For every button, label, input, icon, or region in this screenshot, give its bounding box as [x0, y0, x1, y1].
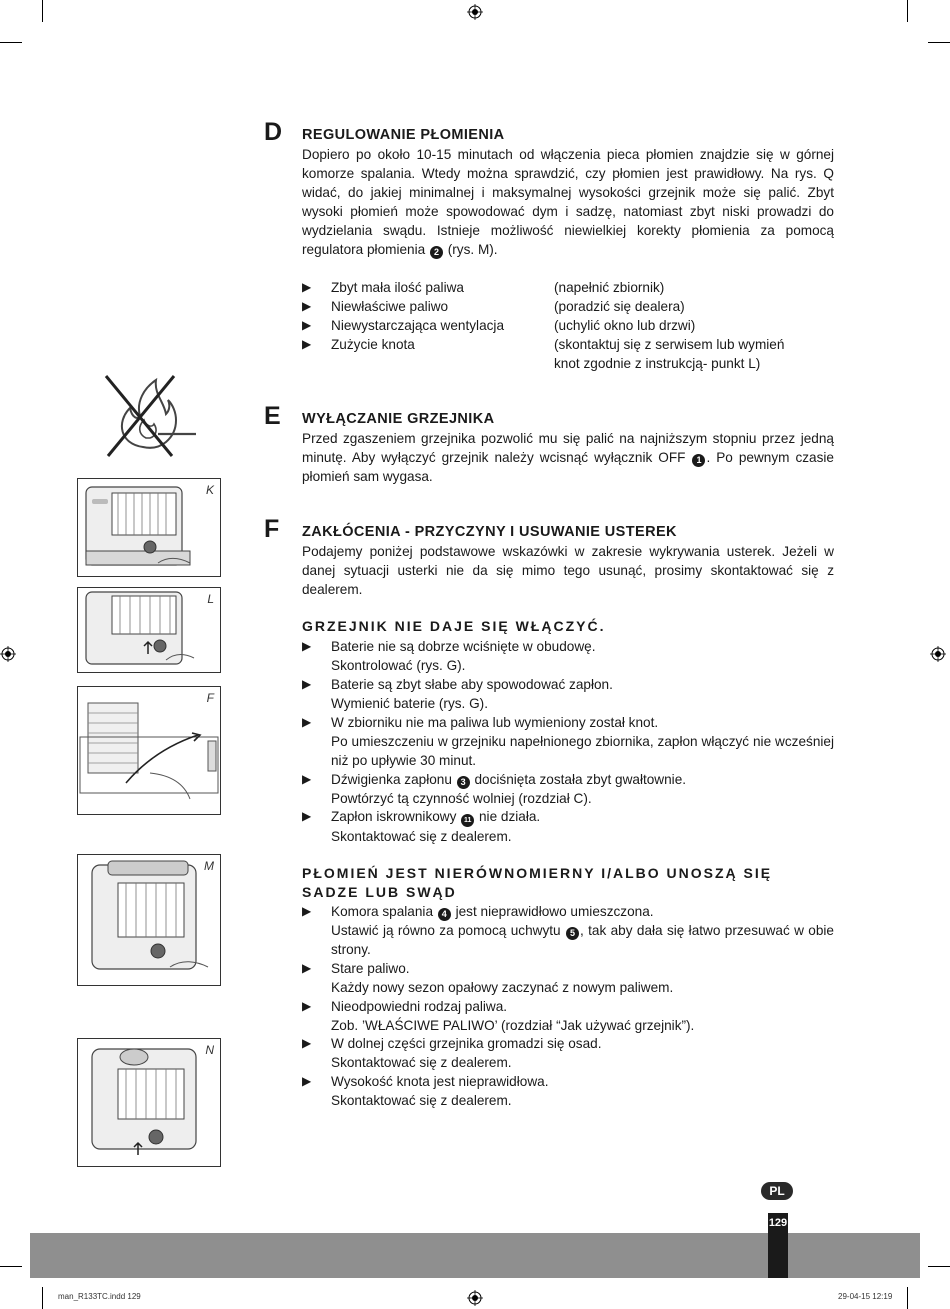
- list-item: W zbiorniku nie ma paliwa lub wymieniony został knot. Po umieszczeniu w grzejniku napełnionego zbiornika, zapłon włączyć nie wcześniej niż po upływie 30 minut.: [331, 715, 834, 768]
- figure-label: M: [204, 859, 214, 873]
- registration-mark-icon: [467, 1290, 483, 1306]
- section-e-paragraph: Przed zgaszeniem grzejnika pozwolić mu się palić na najniższym stopniu przez jedną minutę. Aby wyłączyć grzejnik należy wcisnąć wyłącznik OFF 1 . Po pewnym czasie płomień sam wygasa.: [302, 431, 834, 484]
- bullet-icon: ▶: [302, 337, 312, 351]
- number-1-icon: 1: [692, 454, 705, 467]
- bullet-icon: ▶: [302, 677, 312, 691]
- section-e-title: WYŁĄCZANIE GRZEJNIKA: [302, 411, 495, 427]
- bullet-icon: ▶: [302, 772, 312, 786]
- cause-4: Zużycie knota: [331, 337, 415, 352]
- figure-f: [77, 686, 221, 815]
- list-item: Komora spalania 4 jest nieprawidłowo umieszczona. Ustawić ją równo za pomocą uchwytu 5 , tak aby dała się łatwo przesuwać w obie strony.: [331, 904, 834, 957]
- remedy-2: (poradzić się dealera): [554, 299, 685, 314]
- heater-illustration-icon: [78, 1039, 220, 1166]
- section-f-paragraph: Podajemy poniżej podstawowe wskazówki w zakresie wykrywania usterek. Jeżeli w danej sytuacji usterki nie da się mimo tego usunąć, prosimy skontaktować się z dealerem.: [302, 544, 834, 597]
- footer-date: 29-04-15 12:19: [838, 1292, 893, 1301]
- remedy-4-continued: knot zgodnie z instrukcją- punkt L): [554, 356, 761, 371]
- figure-label: L: [207, 592, 214, 606]
- registration-mark-icon: [930, 646, 946, 662]
- crop-mark: [0, 42, 22, 43]
- figure-l: [77, 587, 221, 673]
- figure-k: [77, 478, 221, 577]
- subsection-title-uneven-flame: PŁOMIEŃ JEST NIERÓWNOMIERNY I/ALBO UNOSZĄ SIĘ SADZE LUB SWĄD: [302, 865, 773, 900]
- list-item: Baterie są zbyt słabe aby spowodować zapłon. Wymienić baterie (rys. G).: [331, 677, 613, 711]
- bullet-icon: ▶: [302, 715, 312, 729]
- list-item: Nieodpowiedni rodzaj paliwa. Zob. ’WŁAŚCIWE PALIWO’ (rozdział “Jak używać grzejnik”).: [331, 999, 695, 1033]
- number-4-icon: 4: [438, 908, 451, 921]
- section-letter-f: F: [264, 515, 280, 543]
- bullet-icon: ▶: [302, 639, 312, 653]
- subsection-title-no-start: GRZEJNIK NIE DAJE SIĘ WŁĄCZYĆ.: [302, 618, 606, 634]
- bullet-icon: ▶: [302, 999, 312, 1013]
- list-item: Wysokość knota jest nieprawidłowa. Skontaktować się z dealerem.: [331, 1074, 549, 1108]
- cause-3: Niewystarczająca wentylacja: [331, 318, 505, 333]
- registration-mark-icon: [467, 4, 483, 20]
- crop-mark: [42, 1287, 43, 1309]
- bullet-icon: ▶: [302, 318, 312, 332]
- bullet-icon: ▶: [302, 1036, 312, 1050]
- bullet-icon: ▶: [302, 809, 312, 823]
- language-badge: PL: [761, 1182, 793, 1200]
- crop-mark: [0, 1266, 22, 1267]
- heater-illustration-icon: [78, 687, 220, 814]
- heater-illustration-icon: [78, 855, 220, 985]
- figure-label: F: [206, 691, 214, 705]
- no-flame-icon: [98, 372, 198, 462]
- section-d-paragraph: Dopiero po około 10-15 minutach od włączenia pieca płomien znajdzie się w górnej komorze spalania. Wtedy można sprawdzić, czy płomien jest prawidłowy. Na rys. Q widać, do jakiej minimalnej i maksymalnej wysokości grzejnik może się palić. Zbyt wysoki płomień może spowodować dym i sadzę, natomiast zbyt niski prowadzi do wydzielania swądu. Istnieje możliwość niewielkiej korekty płomienia za pomocą regulatora płomienia 2 (rys. M).: [302, 147, 834, 257]
- bullet-icon: ▶: [302, 280, 312, 294]
- list-item: Stare paliwo. Każdy nowy sezon opałowy zaczynać z nowym paliwem.: [331, 961, 674, 995]
- number-3-icon: 3: [457, 776, 470, 789]
- heater-illustration-icon: [78, 479, 220, 576]
- heater-illustration-icon: [78, 588, 220, 672]
- figure-n: [77, 1038, 221, 1167]
- cause-2: Niewłaściwe paliwo: [331, 299, 449, 314]
- crop-mark: [928, 42, 950, 43]
- list-item: Baterie nie są dobrze wciśnięte w obudowę. Skontrolować (rys. G).: [331, 639, 596, 673]
- page-number: 129: [768, 1213, 788, 1278]
- section-d-title: REGULOWANIE PŁOMIENIA: [302, 127, 505, 143]
- list-item: Dźwigienka zapłonu 3 dociśnięta została zbyt gwałtownie. Powtórzyć tą czynność wolniej (rozdział C).: [331, 772, 687, 806]
- remedy-1: (napełnić zbiornik): [554, 280, 665, 295]
- remedy-4: (skontaktuj się z serwisem lub wymień: [554, 337, 785, 352]
- bullet-icon: ▶: [302, 961, 312, 975]
- crop-mark: [907, 1287, 908, 1309]
- cause-1: Zbyt mała ilość paliwa: [331, 280, 464, 295]
- list-item: W dolnej części grzejnika gromadzi się osad. Skontaktować się z dealerem.: [331, 1036, 602, 1070]
- list-item: Zapłon iskrownikowy 11 nie działa. Skontaktować się z dealerem.: [331, 809, 541, 844]
- crop-mark: [928, 1266, 950, 1267]
- section-f-title: ZAKŁÓCENIA - PRZYCZYNY I USUWANIE USTEREK: [302, 524, 677, 540]
- crop-mark: [907, 0, 908, 22]
- bullet-icon: ▶: [302, 904, 312, 918]
- figure-label: N: [205, 1043, 214, 1057]
- registration-mark-icon: [0, 646, 16, 662]
- remedy-3: (uchylić okno lub drzwi): [554, 318, 696, 333]
- number-11-icon: 11: [461, 814, 474, 827]
- footer-file-info: man_R133TC.indd 129: [58, 1292, 141, 1301]
- section-letter-d: D: [264, 118, 283, 146]
- number-2-icon: 2: [430, 246, 443, 259]
- bullet-icon: ▶: [302, 1074, 312, 1088]
- figure-m: [77, 854, 221, 986]
- bullet-icon: ▶: [302, 299, 312, 313]
- section-letter-e: E: [264, 402, 281, 430]
- number-5-icon: 5: [566, 927, 579, 940]
- crop-mark: [42, 0, 43, 22]
- figure-label: K: [205, 483, 214, 497]
